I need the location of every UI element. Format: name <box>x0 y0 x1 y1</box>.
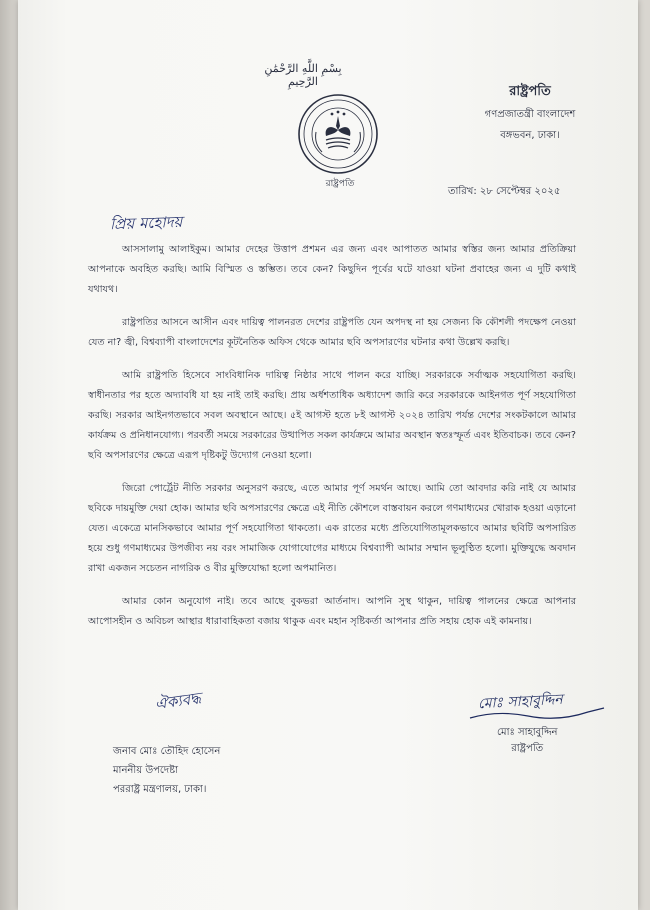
signatory-title: রাষ্ট্রপতি <box>511 743 544 754</box>
signature: মোঃ সাহাবুদ্দিন <box>477 691 564 713</box>
letterhead-place: বঙ্গভবন, ঢাকা। <box>500 130 560 141</box>
presidential-seal-icon <box>296 92 380 176</box>
letterhead-subtitle: গণপ্রজাতন্ত্রী বাংলাদেশ <box>484 109 576 120</box>
body-paragraph: জিরো পোর্ট্রেট নীতি সরকার অনুসরণ করছে, এতে আমার পূর্ণ সমর্থন আছে। আমি তো আবদার করি নাই যে আমার ছবিকে দায়মুক্তি দেয়া হোক। আমার ছবি অপসারণের ক্ষেত্রে এই নীতি কৌশলে বাস্তবায়ন করলে গণমাধ্যমের খোরাক হওয়া এড়ানো যেত। একেত্রে মানসিকভাবে আমার পূর্ণ সহযোগিতা থাকতো। এক রাতের মধ্যে প্রতিযোগিতামূলকভাবে আমার ছবিটি অপসারিত হয়ে শুধু গণমাধ্যমের উপজীব্য নয় বরং সামাজিক যোগাযোগের মাধ্যমে বিশ্বব্যাপী আমার সম্মান ভূলুণ্ঠিত হলো। মুক্তিযুদ্ধে অবদান রাখা একজন সচেতন নাগরিক ও বীর মুক্তিযোদ্ধা হলো অপমানিত। <box>88 483 576 574</box>
recipient-office: পররাষ্ট্র মন্ত্রণালয়, ঢাকা। <box>113 784 207 795</box>
recipient-designation: মাননীয় উপদেষ্টা <box>113 765 179 776</box>
recipient-address <box>113 742 220 799</box>
bismillah: بِسْمِ اللَّهِ الرَّحْمَٰنِ الرَّحِيمِ <box>264 62 342 88</box>
body-paragraph: আসসালামু আলাইকুম। আমার দেহের উত্তাপ প্রশমন এর জন্য এবং আপাতত আমার স্বস্তির জন্য আমার প্রতিক্রিয়া আপনাকে অবহিত করছি। আমি বিস্মিত ও স্তম্ভিত। তবে কেন? কিছুদিন পূর্বের ঘটে যাওয়া ঘটনা প্রবাহের জন্য এ দুটি কথাই যথাযথ। <box>88 244 576 295</box>
letterhead-title: রাষ্ট্রপতি <box>509 84 551 99</box>
salutation: প্রিয় মহোদয় <box>109 212 183 234</box>
signatory-name: মোঃ সাহাবুদ্দিন <box>497 727 558 738</box>
body-paragraph: রাষ্ট্রপতির আসনে আসীন এবং দায়িত্ব পালনরত দেশের রাষ্ট্রপতি যেন অপদস্থ না হয় সেজন্য কি কৌশলী পদক্ষেপ নেওয়া যেত না? জ্বী, বিশ্বব্যাপী বাংলাদেশের কূটনৈতিক অফিস থেকে আমার ছবি অপসারণের ঘটনার কথা উল্লেখ করছি। <box>88 317 576 348</box>
body-paragraph: আমার কোন অনুযোগ নাই। তবে আছে বুকভরা আর্তনাদ। আপনি সুস্থ থাকুন, দায়িত্ব পালনের ক্ষেত্রে আপনার আপোসহীন ও অবিচল আস্থার ধারাবাহিকতা বজায় থাকুক এবং মহান সৃষ্টিকর্তা আপনার প্রতি সহায় হোক এই কামনায়। <box>88 596 576 627</box>
seal-label: রাষ্ট্রপতি <box>325 179 355 189</box>
handwritten-initial: ঐক্যবদ্ধ <box>153 688 203 714</box>
body-paragraph: আমি রাষ্ট্রপতি হিসেবে সাংবিধানিক দায়িত্ব নিষ্ঠার সাথে পালন করে যাচ্ছি। সরকারকে সর্বাত্মক সহযোগিতা করছি। স্বাধীনতার পর হতে অদ্যাবধি যা হয় নাই তাই করছি। প্রায় অর্ধশতাধিক অধ্যাদেশ জারি করে সরকারকে আইনগত পূর্ণ সহযোগিতা করছি। সরকার আইনগতভাবে সবল অবস্থানে আছে। ৫ই আগস্ট হতে ৮ই আগস্ট ২০২৪ তারিখ পর্যন্ত দেশের সংকটকালে আমার কার্যক্রম ও প্রনিধানযোগ্য। পরবর্তী সময়ে সরকারের উত্থাপিত সকল কার্যক্রমে আমার অবস্থান স্বতঃস্ফূর্ত এবং ইতিবাচক। তবে কেন? ছবি অপসারণের ক্ষেত্রে এরূপ দৃষ্টিকটু উদ্যোগ নেওয়া হলো। <box>88 370 576 461</box>
signature-flourish-icon <box>468 706 608 722</box>
letterhead <box>430 82 630 145</box>
signatory-block <box>497 725 557 757</box>
page-shadow <box>0 0 18 910</box>
letter-date: তারিখ: ২৮ সেপ্টেম্বর ২০২৫ <box>448 186 561 197</box>
letter-body <box>88 240 576 645</box>
recipient-name: জনাব মোঃ তৌহিদ হোসেন <box>113 746 221 757</box>
